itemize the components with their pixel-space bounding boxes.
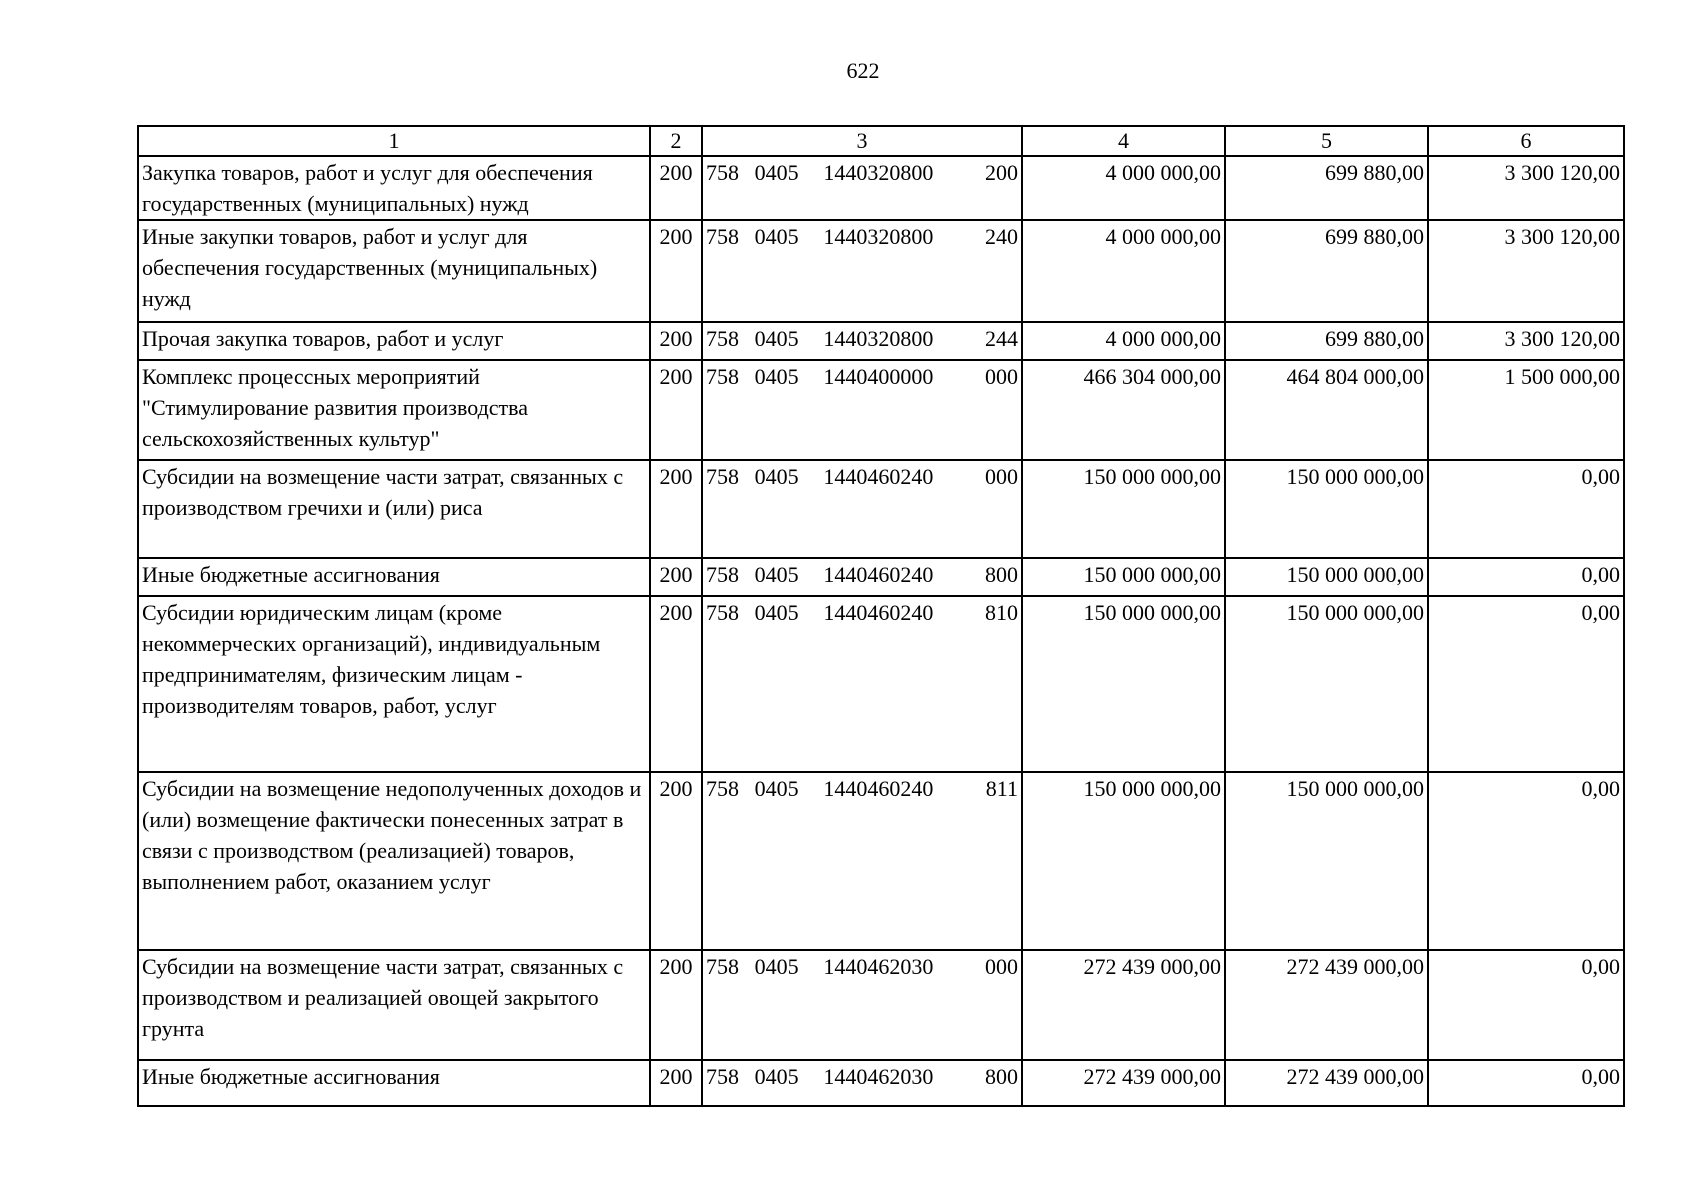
- code-part: 811: [985, 776, 1018, 801]
- row-name: Иные бюджетные ассигнования: [138, 1060, 650, 1106]
- row-col2: 200: [650, 460, 702, 558]
- row-name: Субсидии на возмещение части затрат, связанных с производством гречихи и (или) риса: [138, 460, 650, 558]
- row-col6: 3 300 120,00: [1428, 156, 1624, 220]
- row-name: Субсидии юридическим лицам (кроме некоммерческих организаций), индивидуальным предпринимателям, физическим лицам - производителям товаров, работ, услуг: [138, 596, 650, 772]
- row-code: [702, 772, 1022, 950]
- code-part: 1440460240: [823, 464, 934, 489]
- code-part: 1440460240: [823, 562, 934, 587]
- code-part: 758: [706, 464, 739, 489]
- code-part: 1440460240: [823, 776, 934, 801]
- row-col6: 0,00: [1428, 1060, 1624, 1106]
- header-col-2: 2: [650, 126, 702, 156]
- code-part: 0405: [754, 326, 799, 351]
- row-col4: 150 000 000,00: [1022, 772, 1225, 950]
- row-name: Иные бюджетные ассигнования: [138, 558, 650, 596]
- row-col5: 150 000 000,00: [1225, 596, 1428, 772]
- code-part: 0405: [754, 600, 799, 625]
- code-part: 0405: [754, 776, 799, 801]
- row-col4: 272 439 000,00: [1022, 950, 1225, 1060]
- header-col-3: 3: [702, 126, 1022, 156]
- row-col2: 200: [650, 772, 702, 950]
- budget-table: [137, 125, 1625, 1107]
- row-col6: 0,00: [1428, 596, 1624, 772]
- code-part: 1440320800: [823, 326, 934, 351]
- row-col5: 150 000 000,00: [1225, 772, 1428, 950]
- code-part: 1440400000: [823, 364, 934, 389]
- row-col5: 150 000 000,00: [1225, 558, 1428, 596]
- row-col2: 200: [650, 220, 702, 322]
- code-part: 758: [706, 600, 739, 625]
- table-row: [138, 322, 1624, 360]
- row-name: Комплекс процессных мероприятий "Стимулирование развития производства сельскохозяйственных культур": [138, 360, 650, 460]
- table-row: [138, 558, 1624, 596]
- table-row: [138, 156, 1624, 220]
- row-col6: 0,00: [1428, 950, 1624, 1060]
- code-part: 758: [706, 954, 739, 979]
- row-col5: 272 439 000,00: [1225, 1060, 1428, 1106]
- code-part: 0405: [754, 364, 799, 389]
- code-part: 1440462030: [823, 1064, 934, 1089]
- code-part: 1440460240: [823, 600, 934, 625]
- row-col2: 200: [650, 360, 702, 460]
- row-col6: 0,00: [1428, 558, 1624, 596]
- row-code: [702, 1060, 1022, 1106]
- row-col5: 699 880,00: [1225, 220, 1428, 322]
- code-part: 758: [706, 776, 739, 801]
- row-col2: 200: [650, 156, 702, 220]
- row-code: [702, 360, 1022, 460]
- row-col4: 150 000 000,00: [1022, 460, 1225, 558]
- row-col5: 150 000 000,00: [1225, 460, 1428, 558]
- code-part: 0405: [754, 224, 799, 249]
- table-row: [138, 950, 1624, 1060]
- code-part: 800: [984, 562, 1018, 587]
- code-part: 240: [984, 224, 1018, 249]
- row-code: [702, 558, 1022, 596]
- code-part: 758: [706, 364, 739, 389]
- row-code: [702, 596, 1022, 772]
- table-row: [138, 360, 1624, 460]
- code-part: 244: [984, 326, 1018, 351]
- table-row: [138, 772, 1624, 950]
- row-col4: 4 000 000,00: [1022, 220, 1225, 322]
- row-name: Субсидии на возмещение части затрат, связанных с производством и реализацией овощей закрытого грунта: [138, 950, 650, 1060]
- code-part: 000: [984, 954, 1018, 979]
- code-part: 800: [984, 1064, 1018, 1089]
- code-part: 000: [984, 464, 1018, 489]
- row-code: [702, 460, 1022, 558]
- page-number: 622: [846, 58, 880, 83]
- row-col2: 200: [650, 950, 702, 1060]
- row-name: Прочая закупка товаров, работ и услуг: [138, 322, 650, 360]
- row-col5: 699 880,00: [1225, 156, 1428, 220]
- row-col4: 466 304 000,00: [1022, 360, 1225, 460]
- row-col6: 3 300 120,00: [1428, 220, 1624, 322]
- row-col6: 1 500 000,00: [1428, 360, 1624, 460]
- code-part: 758: [706, 224, 739, 249]
- code-part: 1440462030: [823, 954, 934, 979]
- code-part: 0405: [754, 1064, 799, 1089]
- row-col5: 272 439 000,00: [1225, 950, 1428, 1060]
- row-name: Закупка товаров, работ и услуг для обеспечения государственных (муниципальных) нужд: [138, 156, 650, 220]
- row-col2: 200: [650, 1060, 702, 1106]
- row-col2: 200: [650, 558, 702, 596]
- code-part: 0405: [754, 160, 799, 185]
- row-code: [702, 950, 1022, 1060]
- row-col6: 0,00: [1428, 772, 1624, 950]
- code-part: 758: [706, 562, 739, 587]
- code-part: 758: [706, 1064, 739, 1089]
- header-col-1: 1: [138, 126, 650, 156]
- code-part: 758: [706, 160, 739, 185]
- row-col2: 200: [650, 322, 702, 360]
- code-part: 810: [984, 600, 1018, 625]
- code-part: 0405: [754, 464, 799, 489]
- row-code: [702, 220, 1022, 322]
- row-col6: 3 300 120,00: [1428, 322, 1624, 360]
- code-part: 0405: [754, 562, 799, 587]
- row-code: [702, 156, 1022, 220]
- table-row: [138, 460, 1624, 558]
- row-col2: 200: [650, 596, 702, 772]
- row-col5: 464 804 000,00: [1225, 360, 1428, 460]
- code-part: 758: [706, 326, 739, 351]
- code-part: 1440320800: [823, 224, 934, 249]
- row-col4: 4 000 000,00: [1022, 322, 1225, 360]
- table-row: [138, 596, 1624, 772]
- row-col6: 0,00: [1428, 460, 1624, 558]
- row-col4: 150 000 000,00: [1022, 596, 1225, 772]
- header-row: [138, 126, 1624, 156]
- code-part: 1440320800: [823, 160, 934, 185]
- row-name: Иные закупки товаров, работ и услуг для обеспечения государственных (муниципальных) нужд: [138, 220, 650, 322]
- row-col4: 272 439 000,00: [1022, 1060, 1225, 1106]
- header-col-4: 4: [1022, 126, 1225, 156]
- row-name: Субсидии на возмещение недополученных доходов и (или) возмещение фактически понесенных затрат в связи с производством (реализацией) товаров, выполнением работ, оказанием услуг: [138, 772, 650, 950]
- header-col-6: 6: [1428, 126, 1624, 156]
- code-part: 0405: [754, 954, 799, 979]
- row-col4: 4 000 000,00: [1022, 156, 1225, 220]
- code-part: 000: [984, 364, 1018, 389]
- table-row: [138, 220, 1624, 322]
- row-col4: 150 000 000,00: [1022, 558, 1225, 596]
- header-col-5: 5: [1225, 126, 1428, 156]
- row-code: [702, 322, 1022, 360]
- table-row: [138, 1060, 1624, 1106]
- code-part: 200: [984, 160, 1018, 185]
- row-col5: 699 880,00: [1225, 322, 1428, 360]
